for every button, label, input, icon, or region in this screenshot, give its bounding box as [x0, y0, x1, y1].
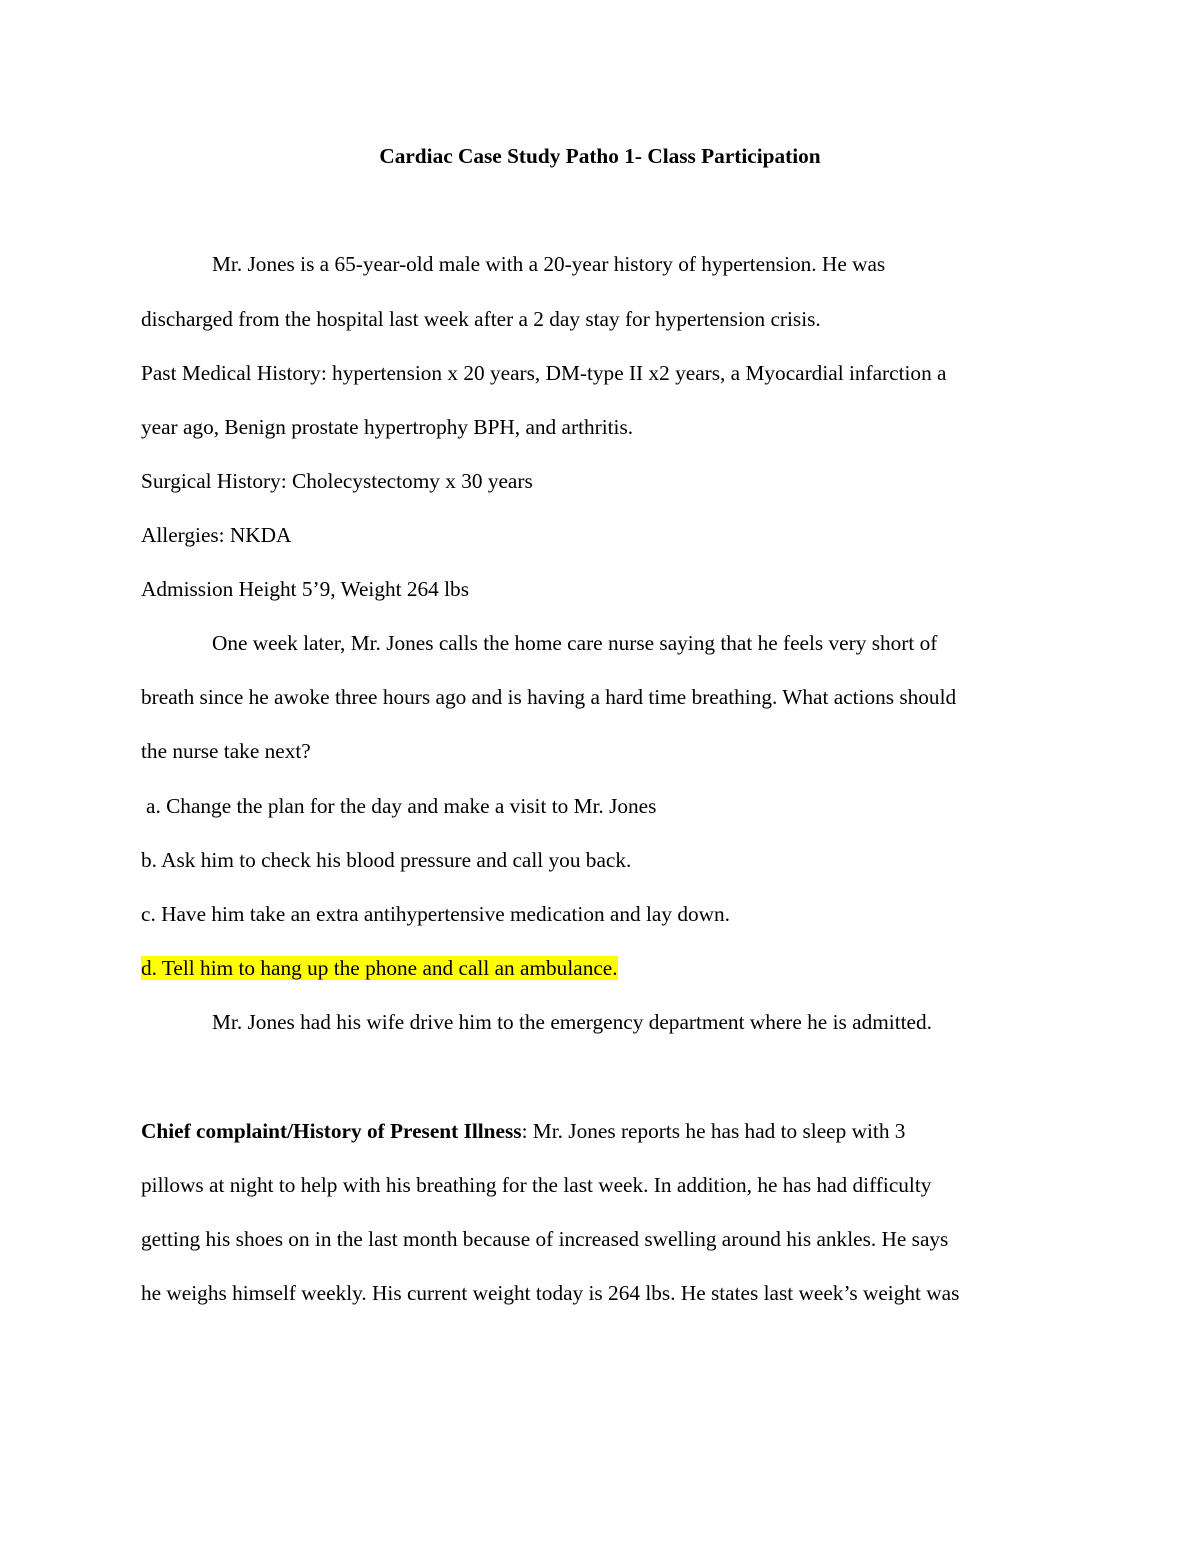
chief-complaint-line-2: pillows at night to help with his breathing for the last week. In addition, he has had difficulty	[141, 1173, 932, 1197]
chief-complaint-line-1-text: : Mr. Jones reports he has had to sleep with 3	[521, 1119, 906, 1143]
option-a: a. Change the plan for the day and make a visit to Mr. Jones	[146, 794, 657, 818]
scenario-question: the nurse take next?	[141, 739, 311, 763]
outcome-paragraph: Mr. Jones had his wife drive him to the emergency department where he is admitted.	[212, 1010, 932, 1034]
chief-complaint-line-3: getting his shoes on in the last month because of increased swelling around his ankles. He says	[141, 1227, 949, 1251]
past-medical-history-line-2: year ago, Benign prostate hypertrophy BPH, and arthritis.	[141, 415, 634, 439]
past-medical-history-line-1: Past Medical History: hypertension x 20 years, DM-type II x2 years, a Myocardial infarction a	[141, 361, 947, 385]
intro-paragraph-line-1: Mr. Jones is a 65-year-old male with a 20-year history of hypertension. He was	[212, 252, 886, 276]
scenario-line-2: breath since he awoke three hours ago and is having a hard time breathing. What actions should	[141, 685, 957, 709]
intro-paragraph-line-2: discharged from the hospital last week after a 2 day stay for hypertension crisis.	[141, 307, 821, 331]
chief-complaint-line-1	[141, 1117, 905, 1145]
admission-measurements: Admission Height 5’9, Weight 264 lbs	[141, 577, 469, 601]
document-title: Cardiac Case Study Patho 1- Class Participation	[379, 144, 821, 168]
chief-complaint-heading: Chief complaint/History of Present Illness	[141, 1119, 522, 1143]
surgical-history: Surgical History: Cholecystectomy x 30 years	[141, 469, 533, 493]
option-d-highlighted	[141, 954, 618, 982]
option-c: c. Have him take an extra antihypertensive medication and lay down.	[141, 902, 731, 926]
option-d-text: d. Tell him to hang up the phone and call an ambulance.	[141, 956, 618, 980]
allergies: Allergies: NKDA	[141, 523, 292, 547]
chief-complaint-line-4: he weighs himself weekly. His current weight today is 264 lbs. He states last week’s weight was	[141, 1281, 960, 1305]
option-b: b. Ask him to check his blood pressure and call you back.	[141, 848, 632, 872]
scenario-line-1: One week later, Mr. Jones calls the home care nurse saying that he feels very short of	[212, 631, 938, 655]
